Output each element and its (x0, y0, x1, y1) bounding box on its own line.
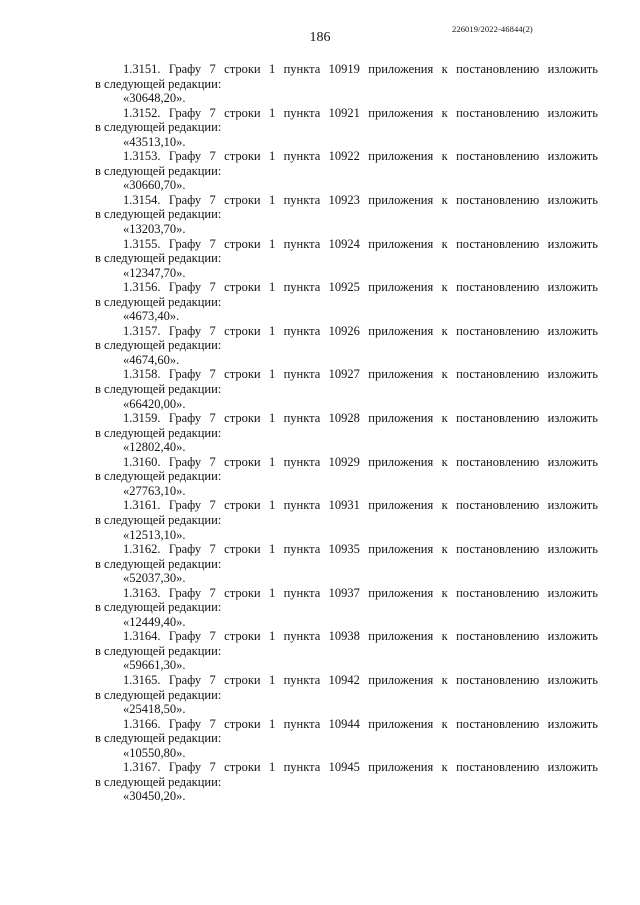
word-seven: 7 (209, 760, 216, 775)
word-izlozhit: изложить (547, 498, 598, 513)
word-seven: 7 (209, 192, 216, 207)
word-seven: 7 (209, 367, 216, 382)
word-stroki: строки (224, 367, 261, 382)
word-punkta: пункта (283, 498, 321, 513)
word-stroki: строки (224, 280, 261, 295)
word-seven: 7 (209, 323, 216, 338)
word-postanovleniyu: постановлению (456, 672, 540, 687)
word-one: 1 (268, 367, 276, 382)
amendment-line (95, 106, 598, 121)
word-seven: 7 (209, 105, 216, 120)
word-prilozheniya: приложения (368, 585, 434, 600)
punkt-number: 10945 (328, 760, 360, 775)
amendment-number: 1.3158. (123, 367, 161, 382)
word-stroki: строки (224, 236, 261, 251)
word-grafu: Графу (168, 323, 202, 338)
word-prilozheniya: приложения (368, 62, 434, 76)
amendment-line (95, 673, 598, 688)
word-one: 1 (268, 192, 276, 207)
amendment-value: «10550,80». (123, 745, 186, 760)
word-stroki: строки (224, 411, 261, 426)
word-stroki: строки (224, 629, 261, 644)
word-prilozheniya: приложения (368, 454, 434, 469)
word-grafu: Графу (168, 454, 202, 469)
amendment-value: «52037,30». (123, 571, 186, 586)
amendment-value: «30450,20». (123, 789, 186, 804)
amendment-line (95, 629, 598, 644)
word-prilozheniya: приложения (368, 542, 434, 557)
word-seven: 7 (209, 498, 216, 513)
word-one: 1 (268, 629, 276, 644)
punkt-number: 10924 (328, 236, 360, 251)
word-izlozhit: изложить (547, 454, 598, 469)
document-id: 226019/2022-46844(2) (452, 24, 533, 34)
word-prilozheniya: приложения (368, 760, 434, 775)
word-grafu: Графу (168, 498, 202, 513)
amendment-item (95, 280, 598, 324)
word-postanovleniyu: постановлению (456, 542, 540, 557)
sled-redaktsii: в следующей редакции: (95, 294, 222, 309)
word-izlozhit: изложить (547, 105, 598, 120)
word-grafu: Графу (168, 760, 202, 775)
amendment-value: «43513,10». (123, 134, 186, 149)
word-prilozheniya: приложения (368, 323, 434, 338)
word-izlozhit: изложить (547, 716, 598, 731)
word-seven: 7 (209, 454, 216, 469)
word-grafu: Графу (168, 105, 202, 120)
word-k: к (441, 367, 448, 382)
amendment-value: «66420,00». (123, 396, 186, 411)
punkt-number: 10919 (328, 62, 360, 76)
word-punkta: пункта (283, 367, 321, 382)
word-postanovleniyu: постановлению (456, 280, 540, 295)
word-punkta: пункта (283, 542, 321, 557)
word-k: к (441, 149, 448, 164)
word-one: 1 (268, 760, 276, 775)
word-grafu: Графу (168, 542, 202, 557)
amendment-item (95, 586, 598, 630)
sled-redaktsii: в следующей редакции: (95, 643, 222, 658)
word-postanovleniyu: постановлению (456, 192, 540, 207)
amendment-value: «59661,30». (123, 658, 186, 673)
amendment-line (95, 280, 598, 295)
word-k: к (441, 454, 448, 469)
amendment-number: 1.3162. (123, 542, 161, 557)
amendment-value: «25418,50». (123, 702, 186, 717)
word-prilozheniya: приложения (368, 236, 434, 251)
word-grafu: Графу (168, 411, 202, 426)
punkt-number: 10923 (328, 192, 360, 207)
word-k: к (441, 585, 448, 600)
word-k: к (441, 280, 448, 295)
sled-redaktsii: в следующей редакции: (95, 251, 222, 266)
amendment-item (95, 760, 598, 804)
amendment-number: 1.3152. (123, 105, 161, 120)
word-prilozheniya: приложения (368, 280, 434, 295)
word-one: 1 (268, 585, 276, 600)
word-punkta: пункта (283, 280, 321, 295)
word-postanovleniyu: постановлению (456, 760, 540, 775)
word-izlozhit: изложить (547, 672, 598, 687)
word-k: к (441, 62, 448, 76)
sled-redaktsii: в следующей редакции: (95, 512, 222, 527)
word-one: 1 (268, 105, 276, 120)
word-grafu: Графу (168, 716, 202, 731)
word-stroki: строки (224, 672, 261, 687)
word-k: к (441, 411, 448, 426)
word-seven: 7 (209, 411, 216, 426)
word-punkta: пункта (283, 411, 321, 426)
punkt-number: 10921 (328, 105, 360, 120)
word-one: 1 (268, 454, 276, 469)
sled-redaktsii: в следующей редакции: (95, 731, 222, 746)
amendment-line (95, 193, 598, 208)
punkt-number: 10925 (328, 280, 360, 295)
word-postanovleniyu: постановлению (456, 629, 540, 644)
word-izlozhit: изложить (547, 411, 598, 426)
punkt-number: 10927 (328, 367, 360, 382)
amendment-value: «12449,40». (123, 614, 186, 629)
page-number: 186 (309, 30, 331, 45)
word-prilozheniya: приложения (368, 716, 434, 731)
sled-redaktsii: в следующей редакции: (95, 163, 222, 178)
word-seven: 7 (209, 629, 216, 644)
word-k: к (441, 323, 448, 338)
amendment-item (95, 629, 598, 673)
word-grafu: Графу (168, 367, 202, 382)
sled-redaktsii: в следующей редакции: (95, 207, 222, 222)
amendment-value: «12513,10». (123, 527, 186, 542)
word-seven: 7 (209, 542, 216, 557)
amendment-value: «30648,20». (123, 91, 186, 106)
punkt-number: 10942 (328, 672, 360, 687)
word-izlozhit: изложить (547, 542, 598, 557)
sled-redaktsii: в следующей редакции: (95, 469, 222, 484)
word-prilozheniya: приложения (368, 105, 434, 120)
word-stroki: строки (224, 105, 261, 120)
word-seven: 7 (209, 280, 216, 295)
word-izlozhit: изложить (547, 629, 598, 644)
word-prilozheniya: приложения (368, 672, 434, 687)
word-izlozhit: изложить (547, 367, 598, 382)
amendment-value: «12347,70». (123, 265, 186, 280)
word-postanovleniyu: постановлению (456, 716, 540, 731)
word-punkta: пункта (283, 62, 321, 76)
word-grafu: Графу (168, 192, 202, 207)
word-grafu: Графу (168, 585, 202, 600)
word-k: к (441, 716, 448, 731)
word-postanovleniyu: постановлению (456, 367, 540, 382)
word-postanovleniyu: постановлению (456, 105, 540, 120)
word-izlozhit: изложить (547, 280, 598, 295)
amendment-item (95, 193, 598, 237)
word-one: 1 (268, 411, 276, 426)
punkt-number: 10935 (328, 542, 360, 557)
amendment-number: 1.3154. (123, 192, 161, 207)
word-stroki: строки (224, 454, 261, 469)
amendment-line (95, 455, 598, 470)
word-one: 1 (268, 280, 276, 295)
word-one: 1 (268, 149, 276, 164)
punkt-number: 10938 (328, 629, 360, 644)
word-grafu: Графу (168, 149, 202, 164)
amendment-line (95, 411, 598, 426)
word-k: к (441, 192, 448, 207)
word-punkta: пункта (283, 585, 321, 600)
amendment-value: «27763,10». (123, 483, 186, 498)
word-izlozhit: изложить (547, 149, 598, 164)
word-prilozheniya: приложения (368, 411, 434, 426)
amendment-line (95, 542, 598, 557)
word-seven: 7 (209, 716, 216, 731)
punkt-number: 10931 (328, 498, 360, 513)
amendment-item (95, 106, 598, 150)
word-grafu: Графу (168, 280, 202, 295)
word-stroki: строки (224, 585, 261, 600)
word-izlozhit: изложить (547, 323, 598, 338)
amendment-line (95, 149, 598, 164)
word-grafu: Графу (168, 672, 202, 687)
amendment-value: «30660,70». (123, 178, 186, 193)
word-k: к (441, 629, 448, 644)
word-izlozhit: изложить (547, 585, 598, 600)
amendment-number: 1.3164. (123, 629, 161, 644)
word-stroki: строки (224, 542, 261, 557)
amendment-number: 1.3156. (123, 280, 161, 295)
sled-redaktsii: в следующей редакции: (95, 120, 222, 135)
word-postanovleniyu: постановлению (456, 498, 540, 513)
word-postanovleniyu: постановлению (456, 411, 540, 426)
amendment-item (95, 542, 598, 586)
word-one: 1 (268, 323, 276, 338)
amendment-item (95, 455, 598, 499)
amendment-item (95, 149, 598, 193)
word-postanovleniyu: постановлению (456, 454, 540, 469)
sled-redaktsii: в следующей редакции: (95, 76, 222, 91)
word-punkta: пункта (283, 105, 321, 120)
punkt-number: 10937 (328, 585, 360, 600)
word-punkta: пункта (283, 716, 321, 731)
word-prilozheniya: приложения (368, 629, 434, 644)
word-k: к (441, 672, 448, 687)
word-postanovleniyu: постановлению (456, 585, 540, 600)
amendment-line (95, 498, 598, 513)
sled-redaktsii: в следующей редакции: (95, 338, 222, 353)
word-punkta: пункта (283, 629, 321, 644)
word-postanovleniyu: постановлению (456, 62, 540, 76)
amendment-number: 1.3163. (123, 585, 161, 600)
word-seven: 7 (209, 585, 216, 600)
amendment-value: «4673,40». (123, 309, 180, 324)
amendment-item (95, 411, 598, 455)
amendment-number: 1.3166. (123, 716, 161, 731)
amendment-number: 1.3160. (123, 454, 161, 469)
word-k: к (441, 760, 448, 775)
amendment-value: «13203,70». (123, 222, 186, 237)
word-stroki: строки (224, 62, 261, 76)
sled-redaktsii: в следующей редакции: (95, 687, 222, 702)
sled-redaktsii: в следующей редакции: (95, 600, 222, 615)
sled-redaktsii: в следующей редакции: (95, 425, 222, 440)
word-one: 1 (268, 716, 276, 731)
word-k: к (441, 236, 448, 251)
amendment-number: 1.3161. (123, 498, 161, 513)
word-one: 1 (268, 236, 276, 251)
punkt-number: 10929 (328, 454, 360, 469)
punkt-number: 10928 (328, 411, 360, 426)
amendment-number: 1.3159. (123, 411, 161, 426)
amendment-number: 1.3155. (123, 236, 161, 251)
word-punkta: пункта (283, 672, 321, 687)
amendment-number: 1.3167. (123, 760, 161, 775)
amendment-item (95, 324, 598, 368)
word-punkta: пункта (283, 192, 321, 207)
amendments-list (95, 62, 598, 804)
word-seven: 7 (209, 672, 216, 687)
word-k: к (441, 105, 448, 120)
word-one: 1 (268, 672, 276, 687)
amendment-line (95, 367, 598, 382)
word-punkta: пункта (283, 323, 321, 338)
sled-redaktsii: в следующей редакции: (95, 774, 222, 789)
word-stroki: строки (224, 192, 261, 207)
amendment-item (95, 62, 598, 106)
amendment-line (95, 717, 598, 732)
word-grafu: Графу (168, 236, 202, 251)
word-k: к (441, 542, 448, 557)
amendment-line (95, 237, 598, 252)
amendment-number: 1.3151. (123, 62, 161, 76)
word-seven: 7 (209, 236, 216, 251)
word-one: 1 (268, 62, 276, 76)
word-stroki: строки (224, 149, 261, 164)
word-prilozheniya: приложения (368, 367, 434, 382)
word-punkta: пункта (283, 236, 321, 251)
word-stroki: строки (224, 323, 261, 338)
word-grafu: Графу (168, 62, 202, 76)
word-postanovleniyu: постановлению (456, 323, 540, 338)
word-stroki: строки (224, 498, 261, 513)
amendment-line (95, 586, 598, 601)
word-k: к (441, 498, 448, 513)
amendment-value: «12802,40». (123, 440, 186, 455)
punkt-number: 10944 (328, 716, 360, 731)
word-izlozhit: изложить (547, 62, 598, 76)
amendment-line (95, 760, 598, 775)
amendment-item (95, 367, 598, 411)
word-izlozhit: изложить (547, 236, 598, 251)
word-seven: 7 (209, 149, 216, 164)
amendment-number: 1.3157. (123, 323, 161, 338)
amendment-line (95, 62, 598, 77)
word-prilozheniya: приложения (368, 498, 434, 513)
word-one: 1 (268, 498, 276, 513)
amendment-item (95, 498, 598, 542)
word-postanovleniyu: постановлению (456, 149, 540, 164)
amendment-item (95, 237, 598, 281)
punkt-number: 10922 (328, 149, 360, 164)
word-grafu: Графу (168, 629, 202, 644)
sled-redaktsii: в следующей редакции: (95, 382, 222, 397)
word-punkta: пункта (283, 454, 321, 469)
word-izlozhit: изложить (547, 192, 598, 207)
word-prilozheniya: приложения (368, 192, 434, 207)
word-punkta: пункта (283, 149, 321, 164)
word-stroki: строки (224, 760, 261, 775)
amendment-number: 1.3165. (123, 672, 161, 687)
amendment-item (95, 717, 598, 761)
word-izlozhit: изложить (547, 760, 598, 775)
word-prilozheniya: приложения (368, 149, 434, 164)
amendment-line (95, 324, 598, 339)
amendment-item (95, 673, 598, 717)
word-postanovleniyu: постановлению (456, 236, 540, 251)
word-punkta: пункта (283, 760, 321, 775)
word-one: 1 (268, 542, 276, 557)
amendment-value: «4674,60». (123, 352, 180, 367)
punkt-number: 10926 (328, 323, 360, 338)
word-seven: 7 (209, 62, 216, 76)
word-stroki: строки (224, 716, 261, 731)
amendment-number: 1.3153. (123, 149, 161, 164)
sled-redaktsii: в следующей редакции: (95, 556, 222, 571)
